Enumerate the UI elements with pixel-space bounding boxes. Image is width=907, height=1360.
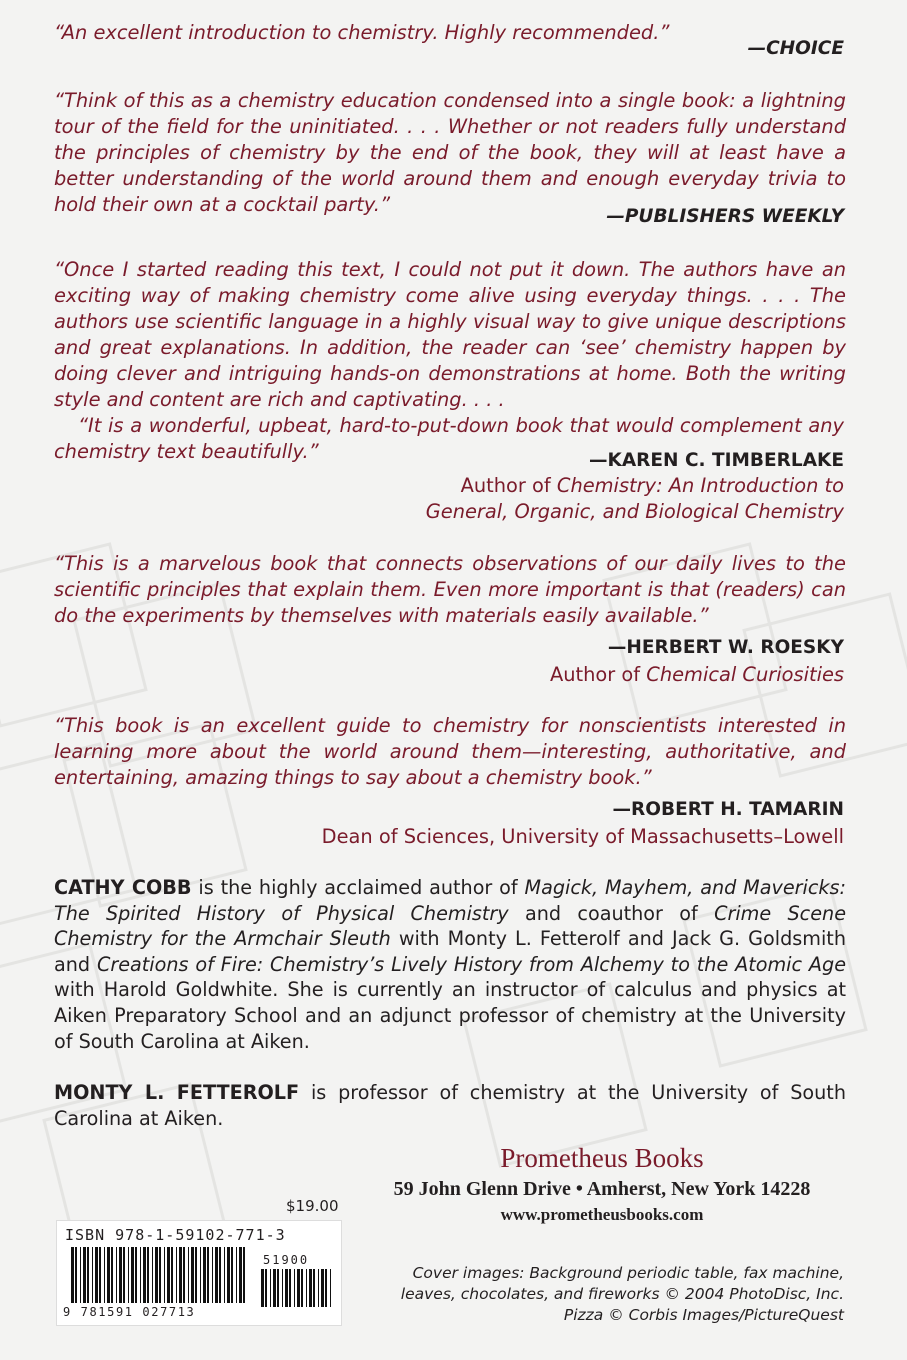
barcode-bar bbox=[188, 1247, 189, 1303]
barcode-bar bbox=[107, 1247, 110, 1303]
barcode-bar bbox=[92, 1247, 93, 1303]
barcode-bar bbox=[306, 1269, 307, 1307]
quote-source-tamarin: —ROBERT H. TAMARIN bbox=[612, 799, 844, 820]
barcode-bar bbox=[301, 1269, 303, 1307]
barcode-bar bbox=[116, 1247, 117, 1303]
barcode-bar bbox=[75, 1247, 77, 1303]
barcode-bar bbox=[171, 1247, 173, 1303]
barcode-bar bbox=[325, 1269, 327, 1307]
barcode-bar bbox=[152, 1247, 153, 1303]
barcode-bar bbox=[176, 1247, 177, 1303]
affiliation-timberlake bbox=[374, 473, 844, 525]
quote-timberlake-para1: “Once I started reading this text, I could not put it down. The authors have an exciting way of making chemistry come alive using everyday things. . . . The authors use scientific language in a highly visual way to give unique descriptions and great explanations. In addition, the reader can ‘see’ chemistry happen by doing clever and intriguing hands-on demonstrations at home. Both the writing style and content are rich and captivating. . . . bbox=[54, 258, 846, 411]
barcode-bar bbox=[227, 1247, 230, 1303]
barcode-bar bbox=[277, 1269, 279, 1307]
barcode-bar bbox=[219, 1247, 221, 1303]
barcode-bar bbox=[265, 1269, 267, 1307]
barcode-bar bbox=[159, 1247, 161, 1303]
barcode-bar bbox=[164, 1247, 165, 1303]
barcode-bar bbox=[135, 1247, 137, 1303]
cover-image-credits: Cover images: Background periodic table, fax machine, leaves, chocolates, and fireworks © 2004 PhotoDisc, Inc. Pizza © Corbis Images/PictureQuest bbox=[400, 1264, 844, 1324]
bio-text: with Harold Goldwhite. She is currently an instructor of calculus and physics at Aiken Preparatory School and an adjunct professor of chemistry at the University of South Carolina at Aiken. bbox=[54, 978, 846, 1053]
quote-timberlake-para2: “It is a wonderful, upbeat, hard-to-put-down book that would complement any chemistry text beautifully.” bbox=[54, 414, 844, 463]
barcode-bar bbox=[147, 1247, 149, 1303]
affiliation-prefix: Author of bbox=[549, 663, 647, 686]
barcode-bar bbox=[236, 1247, 237, 1303]
barcode-bar bbox=[183, 1247, 185, 1303]
barcode-bar bbox=[243, 1247, 245, 1303]
book-title: Chemistry: An Introduction to General, Organic, and Biological Chemistry bbox=[425, 474, 844, 523]
book-title: Magick, Mayhem, and Mavericks: The Spirited History of Physical Chemistry bbox=[54, 876, 846, 925]
barcode-bars-price bbox=[261, 1269, 335, 1307]
barcode-bar bbox=[273, 1269, 276, 1307]
barcode-bar bbox=[203, 1247, 206, 1303]
author-name: MONTY L. FETTEROLF bbox=[54, 1081, 300, 1104]
barcode-bar bbox=[140, 1247, 141, 1303]
barcode-bar bbox=[212, 1247, 213, 1303]
bio-monty-fetterolf bbox=[54, 1080, 846, 1131]
book-title: Creations of Fire: Chemistry’s Lively History from Alchemy to the Atomic Age bbox=[96, 952, 846, 976]
barcode-bar bbox=[155, 1247, 158, 1303]
bio-text: with Monty L. Fetterolf and Jack G. Goldsmith and bbox=[54, 927, 846, 976]
barcode-bar bbox=[261, 1269, 264, 1307]
quote-source-choice: —CHOICE bbox=[747, 38, 844, 59]
author-name: CATHY COBB bbox=[54, 876, 192, 899]
quote-timberlake bbox=[54, 257, 846, 465]
affiliation-prefix: Author of bbox=[460, 474, 557, 497]
barcode-bar bbox=[318, 1269, 319, 1307]
bio-cathy-cobb bbox=[54, 875, 846, 1054]
barcode-bar bbox=[289, 1269, 291, 1307]
barcode-digits: 9 781591 027713 bbox=[63, 1305, 196, 1319]
barcode-bar bbox=[95, 1247, 98, 1303]
barcode-bar bbox=[224, 1247, 225, 1303]
barcode-bar bbox=[285, 1269, 288, 1307]
barcode-bar bbox=[282, 1269, 283, 1307]
book-title: Crime Scene Chemistry for the Armchair Sleuth bbox=[54, 901, 846, 951]
isbn-number: ISBN 978-1-59102-771-3 bbox=[65, 1226, 286, 1244]
bio-text: and coauthor of bbox=[508, 901, 715, 925]
barcode-bar bbox=[191, 1247, 194, 1303]
publisher-address: 59 John Glenn Drive • Amherst, New York 14228 bbox=[393, 1178, 811, 1200]
barcode-bar bbox=[321, 1269, 324, 1307]
quote-source-publishers-weekly: —PUBLISHERS WEEKLY bbox=[606, 206, 844, 227]
barcode-bar bbox=[330, 1269, 331, 1307]
barcode-bar bbox=[80, 1247, 81, 1303]
barcode-bar bbox=[207, 1247, 209, 1303]
quote-source-timberlake: —KAREN C. TIMBERLAKE bbox=[589, 450, 844, 471]
quote-source-roesky: —HERBERT W. ROESKY bbox=[607, 637, 844, 658]
barcode-bar bbox=[270, 1269, 271, 1307]
barcode-bar bbox=[195, 1247, 197, 1303]
barcode-bar bbox=[313, 1269, 315, 1307]
barcode-bar bbox=[239, 1247, 242, 1303]
barcode-bar bbox=[123, 1247, 125, 1303]
isbn-barcode bbox=[56, 1220, 342, 1326]
barcode-bar bbox=[179, 1247, 182, 1303]
quote-tamarin: “This book is an excellent guide to chemistry for nonscientists interested in learning more about the world around them—interesting, authoritative, and entertaining, amazing things to say about a chemistry book.” bbox=[54, 714, 846, 789]
barcode-bar bbox=[167, 1247, 170, 1303]
bio-text: is professor of chemistry at the University of South Carolina at Aiken. bbox=[54, 1081, 846, 1130]
barcode-bar bbox=[131, 1247, 134, 1303]
quote-roesky: “This is a marvelous book that connects observations of our daily lives to the scientific principles that explain them. Even more important is that (readers) can do the experiments by themselves with materials easily available.” bbox=[54, 552, 846, 627]
barcode-bar bbox=[309, 1269, 312, 1307]
barcode-bar bbox=[87, 1247, 89, 1303]
affiliation-tamarin: Dean of Sciences, University of Massachusetts–Lowell bbox=[321, 825, 844, 848]
barcode-bar bbox=[200, 1247, 201, 1303]
barcode-bar bbox=[128, 1247, 129, 1303]
publisher-block bbox=[372, 1143, 832, 1225]
barcode-bar bbox=[297, 1269, 300, 1307]
barcode-bar bbox=[111, 1247, 113, 1303]
publisher-website: www.prometheusbooks.com bbox=[500, 1205, 704, 1224]
barcode-bar bbox=[99, 1247, 101, 1303]
publisher-name: Prometheus Books bbox=[500, 1143, 704, 1173]
barcode-bar bbox=[215, 1247, 218, 1303]
affiliation-roesky bbox=[550, 662, 844, 688]
bio-text: is the highly acclaimed author of bbox=[191, 876, 525, 899]
barcode-bar bbox=[143, 1247, 146, 1303]
barcode-bar bbox=[119, 1247, 122, 1303]
barcode-bar bbox=[294, 1269, 295, 1307]
price: $19.00 bbox=[286, 1197, 339, 1215]
book-title: Chemical Curiosities bbox=[646, 663, 844, 686]
barcode-bar bbox=[104, 1247, 105, 1303]
quote-publishers-weekly: “Think of this as a chemistry education condensed into a single book: a lightning tour of the field for the uninitiated. . . . Whether or not readers fully understand the principles of chemistry by the end of the book, they will at least have a better understanding of the world around them and enough everyday trivia to hold their own at a cocktail party.” bbox=[54, 89, 846, 216]
barcode-bar bbox=[71, 1247, 74, 1303]
barcode-bar bbox=[231, 1247, 233, 1303]
barcode-bars-main bbox=[71, 1247, 251, 1303]
quote-choice: “An excellent introduction to chemistry. Highly recommended.” bbox=[54, 21, 670, 44]
price-code: 51900 bbox=[263, 1253, 310, 1267]
barcode-bar bbox=[83, 1247, 86, 1303]
